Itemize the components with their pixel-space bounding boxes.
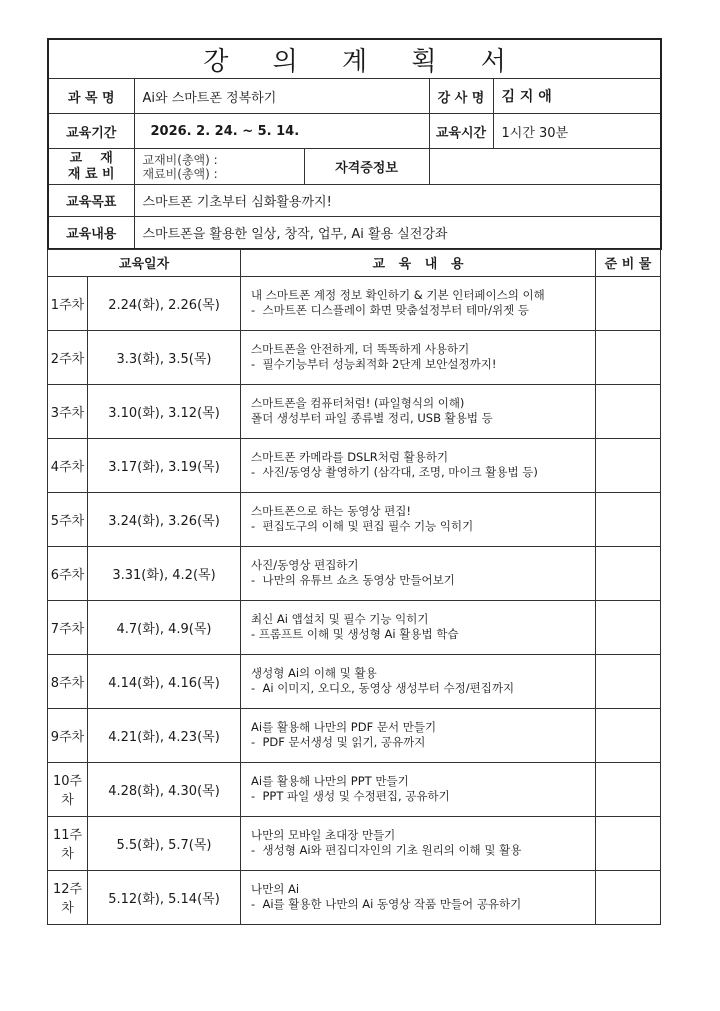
period-value: 2026. 2. 24. ~ 5. 14. bbox=[134, 114, 429, 149]
schedule-row bbox=[48, 438, 661, 492]
content-line1: 스마트폰 카메라를 DSLR처럼 활용하기 bbox=[251, 450, 449, 464]
subject-label: 과 목 명 bbox=[48, 79, 134, 114]
prep-cell bbox=[596, 276, 661, 330]
info-table bbox=[47, 38, 662, 250]
schedule-row bbox=[48, 600, 661, 654]
content-line1: 사진/동영상 편집하기 bbox=[251, 558, 359, 572]
week-cell: 12주차 bbox=[48, 870, 88, 924]
week-cell: 5주차 bbox=[48, 492, 88, 546]
materials-label-line2: 재 료 비 bbox=[67, 166, 115, 182]
content-line1: 나만의 Ai bbox=[251, 882, 300, 896]
prep-cell bbox=[596, 600, 661, 654]
lecture-plan-document bbox=[47, 38, 660, 925]
prep-cell bbox=[596, 654, 661, 708]
content-line1: Ai를 활용해 나만의 PPT 만들기 bbox=[251, 774, 409, 788]
content-line1: 생성형 Ai의 이해 및 활용 bbox=[251, 666, 377, 680]
week-cell: 1주차 bbox=[48, 276, 88, 330]
schedule-row bbox=[48, 816, 661, 870]
content-cell bbox=[241, 276, 596, 330]
prep-cell bbox=[596, 762, 661, 816]
content-line2: - Ai를 활용한 나만의 Ai 동영상 작품 만들어 공유하기 bbox=[251, 897, 522, 911]
goal-label: 교육목표 bbox=[48, 185, 134, 217]
schedule-row bbox=[48, 546, 661, 600]
week-cell: 7주차 bbox=[48, 600, 88, 654]
content-cell bbox=[241, 384, 596, 438]
content-cell bbox=[241, 492, 596, 546]
content-line2: - 나만의 유튜브 쇼츠 동영상 만들어보기 bbox=[251, 573, 455, 587]
content-cell bbox=[241, 816, 596, 870]
content-line1: 스마트폰을 컴퓨터처럼! (파일형식의 이해) bbox=[251, 396, 465, 410]
schedule-row bbox=[48, 384, 661, 438]
time-value: 1시간 30분 bbox=[493, 114, 661, 149]
content-cell bbox=[241, 330, 596, 384]
dates-cell: 3.10(화), 3.12(목) bbox=[88, 384, 241, 438]
dates-cell: 3.24(화), 3.26(목) bbox=[88, 492, 241, 546]
content-line1: 스마트폰으로 하는 동영상 편집! bbox=[251, 504, 412, 518]
content-line1: 나만의 모바일 초대장 만들기 bbox=[251, 828, 396, 842]
materials-value bbox=[134, 149, 304, 185]
dates-cell: 4.14(화), 4.16(목) bbox=[88, 654, 241, 708]
instructor-label: 강 사 명 bbox=[429, 79, 493, 114]
week-cell: 9주차 bbox=[48, 708, 88, 762]
schedule-row bbox=[48, 276, 661, 330]
content-line2: - 프롬프트 이해 및 생성형 Ai 활용법 학습 bbox=[251, 627, 459, 641]
content-cell bbox=[241, 870, 596, 924]
schedule-row bbox=[48, 492, 661, 546]
cert-value bbox=[429, 149, 661, 185]
dates-cell: 3.17(화), 3.19(목) bbox=[88, 438, 241, 492]
dates-cell: 2.24(화), 2.26(목) bbox=[88, 276, 241, 330]
content-line2: - 스마트폰 디스플레이 화면 맞춤설정부터 테마/위젯 등 bbox=[251, 303, 530, 317]
subject-value: Ai와 스마트폰 정복하기 bbox=[134, 79, 429, 114]
week-cell: 6주차 bbox=[48, 546, 88, 600]
time-label: 교육시간 bbox=[429, 114, 493, 149]
dates-cell: 3.3(화), 3.5(목) bbox=[88, 330, 241, 384]
header-content: 교 육 내 용 bbox=[241, 249, 596, 276]
goal-value: 스마트폰 기초부터 심화활용까지! bbox=[134, 185, 661, 217]
dates-cell: 3.31(화), 4.2(목) bbox=[88, 546, 241, 600]
week-cell: 10주차 bbox=[48, 762, 88, 816]
header-date: 교육일자 bbox=[48, 249, 241, 276]
content-line2: 폴더 생성부터 파일 종류별 정리, USB 활용법 등 bbox=[251, 411, 493, 425]
dates-cell: 4.7(화), 4.9(목) bbox=[88, 600, 241, 654]
content-line1: 내 스마트폰 계정 정보 확인하기 & 기본 인터페이스의 이해 bbox=[251, 288, 545, 302]
materials-label-line1: 교 재 bbox=[69, 150, 113, 166]
schedule-row bbox=[48, 870, 661, 924]
content-line1: 최신 Ai 앱설치 및 필수 기능 익히기 bbox=[251, 612, 429, 626]
instructor-value: 김 지 애 bbox=[493, 79, 661, 114]
content-cell bbox=[241, 546, 596, 600]
content-line2: - 사진/동영상 촬영하기 (삼각대, 조명, 마이크 활용법 등) bbox=[251, 465, 538, 479]
content-cell bbox=[241, 762, 596, 816]
content-value: 스마트폰을 활용한 일상, 창작, 업무, Ai 활용 실전강좌 bbox=[134, 217, 661, 249]
content-line2: - 편집도구의 이해 및 편집 필수 기능 익히기 bbox=[251, 519, 474, 533]
prep-cell bbox=[596, 870, 661, 924]
schedule-table bbox=[47, 249, 661, 925]
week-cell: 3주차 bbox=[48, 384, 88, 438]
week-cell: 8주차 bbox=[48, 654, 88, 708]
prep-cell bbox=[596, 438, 661, 492]
schedule-row bbox=[48, 330, 661, 384]
prep-cell bbox=[596, 546, 661, 600]
content-line1: Ai를 활용해 나만의 PDF 문서 만들기 bbox=[251, 720, 437, 734]
content-line1: 스마트폰을 안전하게, 더 똑똑하게 사용하기 bbox=[251, 342, 470, 356]
week-cell: 2주차 bbox=[48, 330, 88, 384]
material-fee: 재료비(총액) : bbox=[142, 166, 218, 181]
content-line2: - PPT 파일 생성 및 수정편집, 공유하기 bbox=[251, 789, 450, 803]
header-prep: 준 비 물 bbox=[596, 249, 661, 276]
textbook-fee: 교재비(총액) : bbox=[142, 152, 218, 167]
content-cell bbox=[241, 708, 596, 762]
content-cell bbox=[241, 600, 596, 654]
content-line2: - 필수기능부터 성능최적화 2단계 보안설정까지! bbox=[251, 357, 497, 371]
prep-cell bbox=[596, 384, 661, 438]
materials-label bbox=[48, 149, 134, 185]
page-title: 강 의 계 획 서 bbox=[48, 39, 661, 79]
schedule-row bbox=[48, 762, 661, 816]
dates-cell: 4.28(화), 4.30(목) bbox=[88, 762, 241, 816]
content-label: 교육내용 bbox=[48, 217, 134, 249]
dates-cell: 4.21(화), 4.23(목) bbox=[88, 708, 241, 762]
prep-cell bbox=[596, 708, 661, 762]
prep-cell bbox=[596, 330, 661, 384]
dates-cell: 5.5(화), 5.7(목) bbox=[88, 816, 241, 870]
content-cell bbox=[241, 438, 596, 492]
prep-cell bbox=[596, 816, 661, 870]
content-line2: - PDF 문서생성 및 읽기, 공유까지 bbox=[251, 735, 426, 749]
schedule-row bbox=[48, 654, 661, 708]
week-cell: 11주차 bbox=[48, 816, 88, 870]
cert-label: 자격증정보 bbox=[304, 149, 429, 185]
week-cell: 4주차 bbox=[48, 438, 88, 492]
content-line2: - Ai 이미지, 오디오, 동영상 생성부터 수정/편집까지 bbox=[251, 681, 515, 695]
dates-cell: 5.12(화), 5.14(목) bbox=[88, 870, 241, 924]
content-line2: - 생성형 Ai와 편집디자인의 기초 원리의 이해 및 활용 bbox=[251, 843, 522, 857]
content-cell bbox=[241, 654, 596, 708]
schedule-header-row bbox=[48, 249, 661, 276]
schedule-row bbox=[48, 708, 661, 762]
period-label: 교육기간 bbox=[48, 114, 134, 149]
prep-cell bbox=[596, 492, 661, 546]
